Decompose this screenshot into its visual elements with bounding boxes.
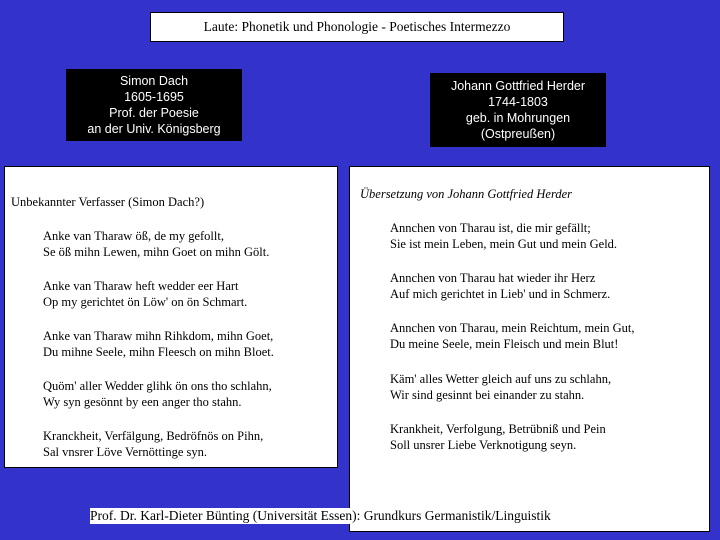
original-stanza-3-line-1: Anke van Tharaw mihn Rihkdom, mihn Goet, — [43, 329, 274, 343]
original-stanza-4-line-2: Wy syn gesönnt by een anger tho stahn. — [43, 395, 242, 409]
original-stanza-3 — [43, 328, 274, 360]
translation-stanza-2 — [390, 270, 610, 302]
translation-stanza-1-line-1: Annchen von Tharau ist, die mir gefällt; — [390, 221, 591, 235]
original-stanza-4 — [43, 378, 272, 410]
original-stanza-5-line-1: Kranckheit, Verfälgung, Bedröfnös on Pihn, — [43, 429, 264, 443]
translation-panel — [349, 166, 710, 532]
author-left-dates: 1605-1695 — [124, 90, 184, 104]
translation-stanza-3-line-1: Annchen von Tharau, mein Reichtum, mein Gut, — [390, 321, 635, 335]
author-right-name: Johann Gottfried Herder — [450, 79, 586, 93]
original-stanza-2-line-1: Anke van Tharaw heft wedder eer Hart — [43, 279, 239, 293]
slide-title — [150, 12, 564, 42]
translation-heading: Übersetzung von Johann Gottfried Herder — [360, 187, 573, 201]
translation-stanza-4-line-2: Wir sind gesinnt bei einander zu stahn. — [390, 388, 585, 402]
original-poem-panel — [4, 166, 338, 468]
author-right-dates: 1744-1803 — [488, 95, 548, 109]
original-heading: Unbekannter Verfasser (Simon Dach?) — [11, 195, 205, 209]
slide-footer: Prof. Dr. Karl-Dieter Bünting (Universität Essen): Grundkurs Germanistik/Linguistik — [90, 508, 551, 523]
translation-stanza-2-line-2: Auf mich gerichtet in Lieb' und in Schmerz. — [390, 287, 611, 301]
original-stanza-5-line-2: Sal vnsrer Löve Vernöttinge syn. — [43, 445, 207, 459]
author-left-name: Simon Dach — [119, 74, 189, 88]
translation-stanza-5-line-1: Krankheit, Verfolgung, Betrübniß und Pein — [390, 422, 606, 436]
slide-title-text: Laute: Phonetik und Phonologie - Poetisches Intermezzo — [203, 19, 511, 34]
author-left-role: Prof. der Poesie — [109, 106, 199, 120]
original-stanza-2 — [43, 278, 247, 310]
original-stanza-1-line-1: Anke van Tharaw öß, de my gefollt, — [43, 229, 224, 243]
original-stanza-2-line-2: Op my gerichtet ön Löw' on ön Schmart. — [43, 295, 248, 309]
original-stanza-1 — [43, 228, 269, 260]
translation-stanza-1 — [390, 220, 617, 252]
author-right-birthplace: geb. in Mohrungen — [465, 111, 571, 125]
page-number: 22 — [646, 507, 660, 521]
translation-stanza-4 — [390, 371, 611, 403]
original-stanza-1-line-2: Se öß mihn Lewen, mihn Goet on mihn Gölt. — [43, 245, 270, 259]
translation-stanza-2-line-1: Annchen von Tharau hat wieder ihr Herz — [390, 271, 596, 285]
author-box-herder — [430, 73, 606, 147]
author-left-affiliation: an der Univ. Königsberg — [87, 122, 221, 136]
original-stanza-3-line-2: Du mihne Seele, mihn Fleesch on mihn Bloet. — [43, 345, 274, 359]
translation-stanza-5-line-2: Soll unsrer Liebe Verknotigung seyn. — [390, 438, 577, 452]
translation-stanza-5 — [390, 421, 606, 453]
author-right-region: (Ostpreußen) — [480, 127, 556, 141]
author-box-simon-dach — [66, 69, 242, 141]
translation-stanza-3-line-2: Du meine Seele, mein Fleisch und mein Blut! — [390, 337, 619, 351]
translation-stanza-3 — [390, 320, 635, 352]
original-stanza-5 — [43, 428, 263, 460]
translation-stanza-4-line-1: Käm' alles Wetter gleich auf uns zu schlahn, — [390, 372, 612, 386]
original-stanza-4-line-1: Quöm' aller Wedder glihk ön ons tho schlahn, — [43, 379, 272, 393]
translation-stanza-1-line-2: Sie ist mein Leben, mein Gut und mein Geld. — [390, 237, 618, 251]
